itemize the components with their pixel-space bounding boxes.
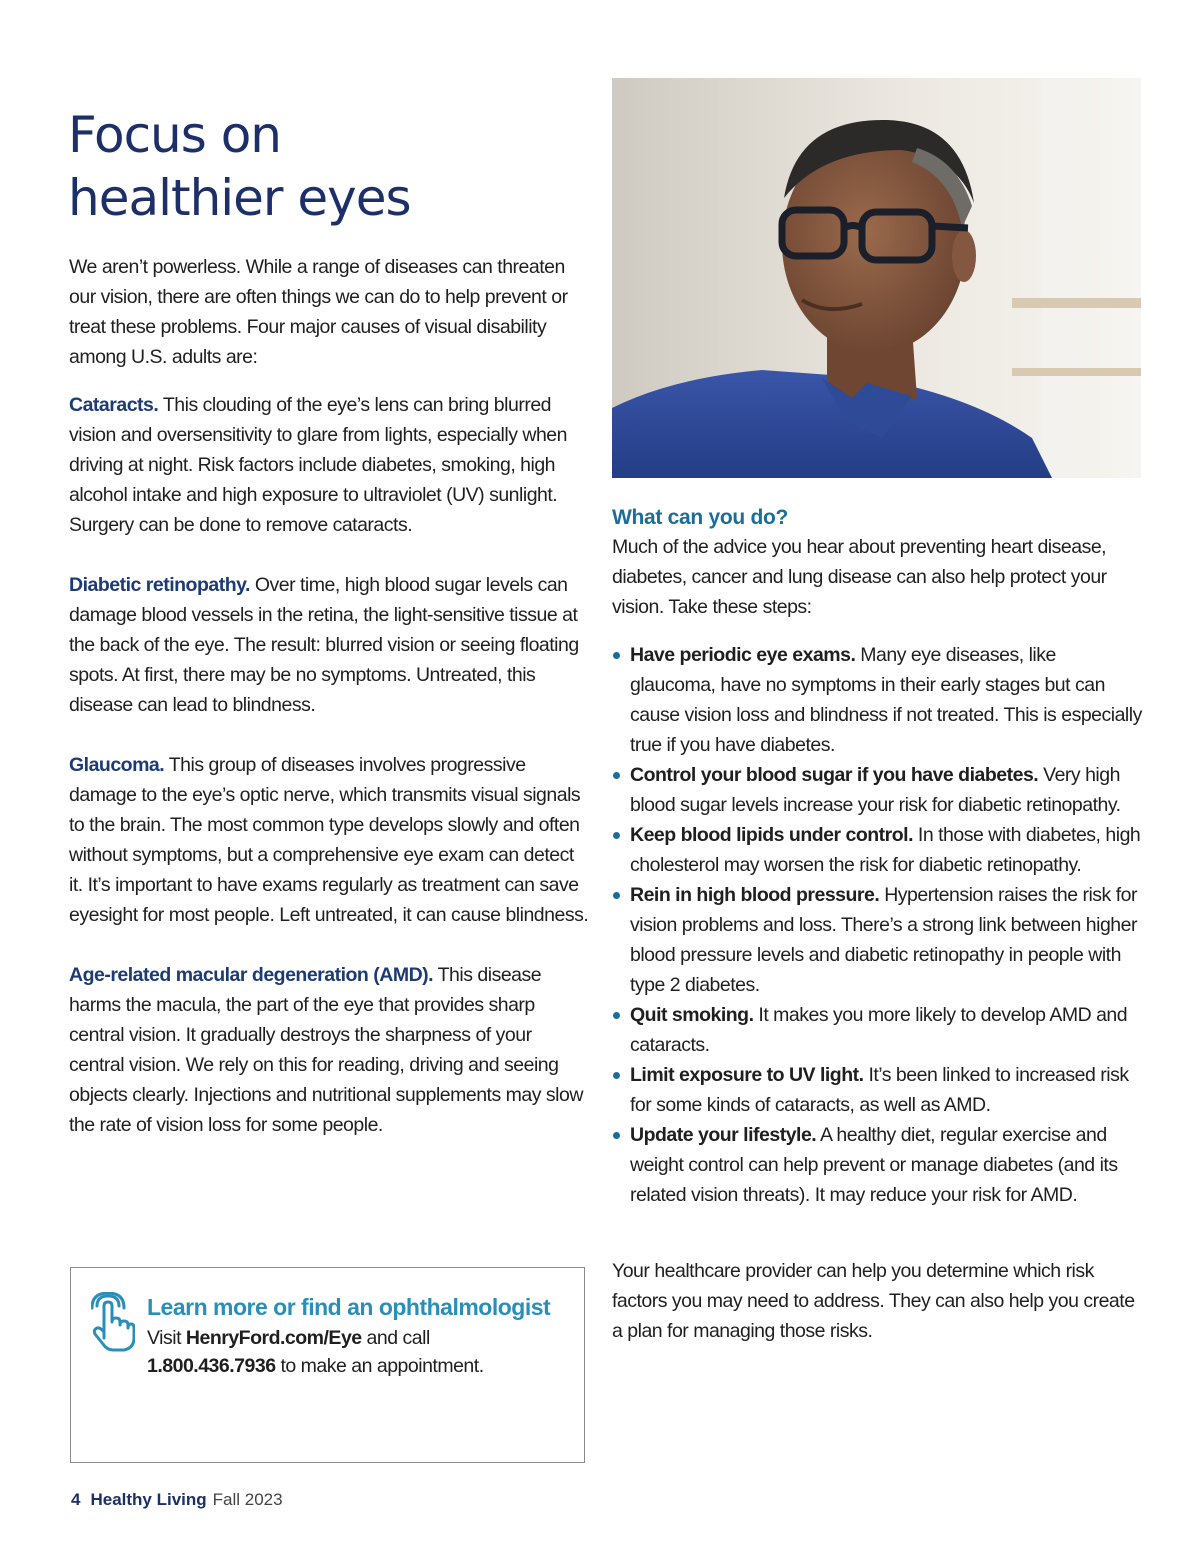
step-text: Hypertension raises the risk for vision problems and loss. There’s a strong link between higher blood pressure levels and diabetic retinopathy in people with type 2 diabetes. bbox=[630, 884, 1137, 996]
page-footer bbox=[71, 1488, 283, 1512]
steps-list bbox=[612, 640, 1142, 1210]
magazine-name: Healthy Living bbox=[90, 1490, 207, 1509]
list-item bbox=[612, 820, 1142, 880]
step-name: Limit exposure to UV light. bbox=[630, 1064, 864, 1086]
intro-paragraph: We aren’t powerless. While a range of diseases can threaten our vision, there are often things we can do to help prevent or treat these problems. Four major causes of visual disability among U.S. adults are: bbox=[69, 256, 568, 368]
step-text: It’s been linked to increased risk for some kinds of cataracts, as well as AMD. bbox=[630, 1064, 1129, 1116]
steps-heading: What can you do? bbox=[612, 506, 789, 529]
step-text: Many eye diseases, like glaucoma, have no symptoms in their early stages but can cause vision loss and blindness if not treated. This is especially true if you have diabetes. bbox=[630, 644, 1142, 756]
visit-suffix: and call bbox=[361, 1327, 430, 1349]
step-name: Have periodic eye exams. bbox=[630, 644, 856, 666]
list-item bbox=[612, 880, 1142, 1000]
step-name: Rein in high blood pressure. bbox=[630, 884, 880, 906]
tap-finger-icon bbox=[91, 1292, 135, 1352]
issue-date: Fall 2023 bbox=[212, 1490, 283, 1509]
condition-text: This clouding of the eye’s lens can bring blurred vision and oversensitivity to glare from lights, especially when driving at night. Risk factors include diabetes, smoking, high alcohol intake and high exposure to ultraviolet (UV) sunlight. Surgery can be done to remove cataracts. bbox=[69, 394, 567, 536]
step-name: Control your blood sugar if you have diabetes. bbox=[630, 764, 1039, 786]
condition-text: This group of diseases involves progressive damage to the eye’s optic nerve, which transmits visual signals to the brain. The most common type develops slowly and often without symptoms, but a comprehensive eye exam can detect it. It’s important to have exams regularly as treatment can save eyesight for most people. Left untreated, it can cause blindness. bbox=[69, 754, 589, 926]
callout-phone-line bbox=[147, 1352, 567, 1380]
condition-name: Age-related macular degeneration (AMD). bbox=[69, 964, 434, 986]
learn-more-callout bbox=[70, 1267, 585, 1463]
page-number: 4 bbox=[71, 1490, 81, 1509]
right-column bbox=[612, 504, 1142, 1346]
condition-name: Cataracts. bbox=[69, 394, 159, 416]
bullet-icon bbox=[613, 772, 620, 779]
condition-text: Over time, high blood sugar levels can damage blood vessels in the retina, the light-sensitive tissue at the back of the eye. The result: blurred vision or seeing floating spots. At first, there may be no symptoms. Untreated, this disease can lead to blindness. bbox=[69, 574, 579, 716]
title-line-1: Focus on bbox=[68, 106, 281, 164]
bullet-icon bbox=[613, 1132, 620, 1139]
portrait-photo bbox=[612, 78, 1141, 478]
callout-text bbox=[147, 1292, 567, 1380]
portrait-illustration bbox=[612, 78, 1141, 478]
condition-glaucoma bbox=[69, 750, 589, 930]
list-item bbox=[612, 1060, 1142, 1120]
title-line-2: healthier eyes bbox=[68, 169, 411, 227]
step-text: It makes you more likely to develop AMD and cataracts. bbox=[630, 1004, 1128, 1056]
steps-intro: Much of the advice you hear about preventing heart disease, diabetes, cancer and lung disease can also help protect your vision. Take these steps: bbox=[612, 536, 1107, 618]
eye-website-link[interactable]: HenryFord.com/Eye bbox=[185, 1327, 362, 1349]
phone-suffix: to make an appointment. bbox=[275, 1355, 484, 1377]
condition-name: Diabetic retinopathy. bbox=[69, 574, 250, 596]
condition-name: Glaucoma. bbox=[69, 754, 165, 776]
step-name: Quit smoking. bbox=[630, 1004, 754, 1026]
list-item bbox=[612, 640, 1142, 760]
bullet-icon bbox=[613, 1072, 620, 1079]
list-item bbox=[612, 760, 1142, 820]
left-column bbox=[69, 252, 589, 1170]
bullet-icon bbox=[613, 832, 620, 839]
bullet-icon bbox=[613, 892, 620, 899]
condition-cataracts bbox=[69, 390, 589, 540]
step-text: A healthy diet, regular exercise and weight control can help prevent or manage diabetes (and its related vision threats). It may reduce your risk for AMD. bbox=[630, 1124, 1118, 1206]
visit-prefix: Visit bbox=[147, 1327, 186, 1349]
condition-diabetic-retinopathy bbox=[69, 570, 589, 720]
condition-text: This disease harms the macula, the part of the eye that provides sharp central vision. It gradually destroys the sharpness of your central vision. We rely on this for reading, driving and seeing objects clearly. Injections and nutritional supplements may slow the rate of vision loss for some people. bbox=[69, 964, 583, 1136]
bullet-icon bbox=[613, 652, 620, 659]
list-item bbox=[612, 1000, 1142, 1060]
step-text: Very high blood sugar levels increase your risk for diabetic retinopathy. bbox=[630, 764, 1121, 816]
condition-amd bbox=[69, 960, 589, 1140]
list-item bbox=[612, 1120, 1142, 1210]
step-text: In those with diabetes, high cholesterol may worsen the risk for diabetic retinopathy. bbox=[630, 824, 1141, 876]
step-name: Update your lifestyle. bbox=[630, 1124, 817, 1146]
callout-visit-line bbox=[147, 1324, 567, 1352]
phone-number-link[interactable]: 1.800.436.7936 bbox=[147, 1355, 276, 1377]
closing-paragraph: Your healthcare provider can help you determine which risk factors you may need to address. They can also help you create a plan for managing those risks. bbox=[612, 1260, 1135, 1342]
bullet-icon bbox=[613, 1012, 620, 1019]
step-name: Keep blood lipids under control. bbox=[630, 824, 914, 846]
page-title bbox=[68, 104, 588, 230]
callout-heading: Learn more or find an ophthalmologist bbox=[147, 1294, 551, 1320]
